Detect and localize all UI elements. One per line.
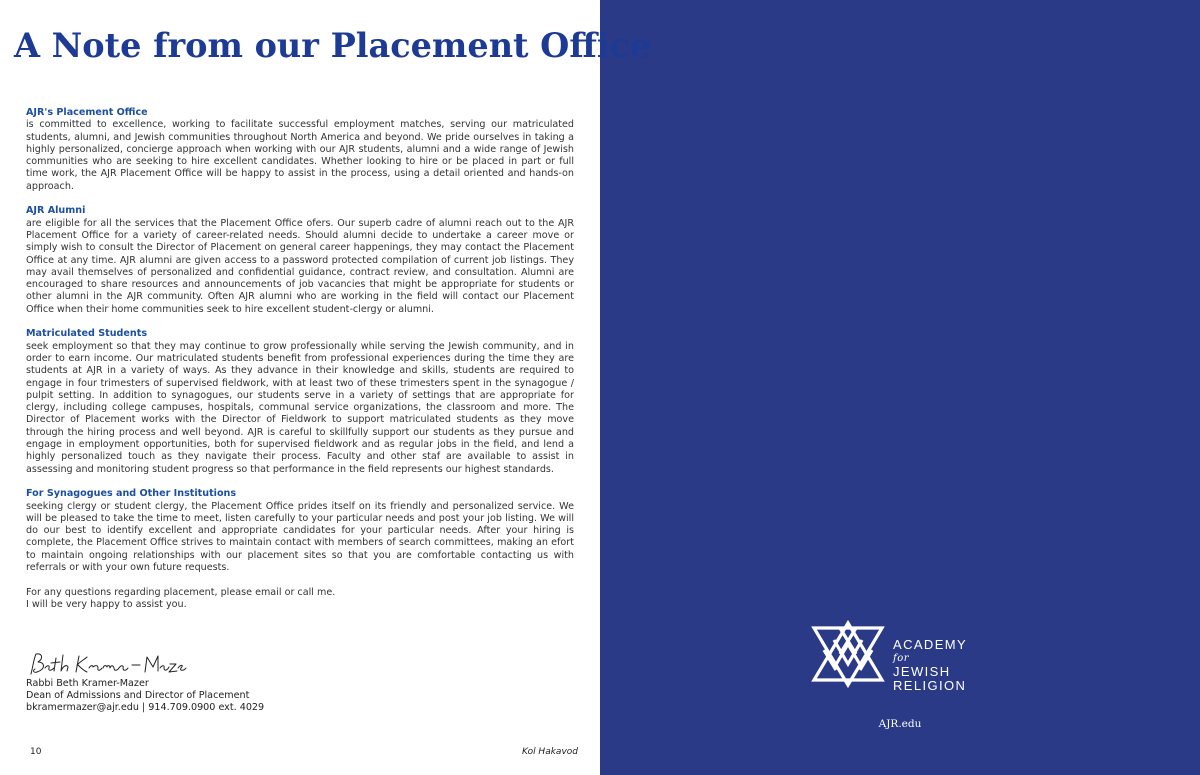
section-students bbox=[26, 328, 574, 476]
article-body bbox=[26, 107, 574, 611]
logo-line-religion: RELIGION bbox=[893, 677, 967, 693]
section-body: are eligible for all the services that the Placement Office ofers. Our superb cadre of alumni reach out to the AJR Placement Office for a variety of career-related needs. Should alumni decide to undertake a career move or simply wish to consult the Director of Placement on general career happenings, they may contact the Placement Office at any time. AJR alumni are given access to a password protected compilation of current job listings. They may avail themselves of personalized and confidential guidance, contract review, and consultation. Alumni are encouraged to share resources and announcements of job vacancies that might be appropriate for students or other alumni in the AJR community. Often AJR alumni who are working in the field will contact our Placement Office when their home communities seek to hire excellent student-clergy or alumni. bbox=[26, 217, 574, 315]
logo-jewish-word: JEWISH bbox=[893, 664, 951, 680]
section-alumni bbox=[26, 205, 574, 316]
section-heading: Matriculated Students bbox=[26, 328, 148, 340]
signer-contact: bkramermazer@ajr.edu | 914.709.0900 ext. 4029 bbox=[26, 702, 265, 714]
logo-line-academy: ACADEMY bbox=[893, 637, 968, 652]
signer-name: Rabbi Beth Kramer-Mazer bbox=[26, 678, 149, 689]
closing-note bbox=[26, 587, 574, 612]
page-title: A Note from our Placement Office bbox=[14, 26, 652, 65]
section-body: seek employment so that they may continue to grow professionally while serving the Jewish community, and in order to earn income. Our matriculated students benefit from professional experiences during the time they are students at AJR in a variety of ways. As they advance in their knowledge and skills, students are required to engage in four trimesters of supervised fieldwork, with at least two of these trimesters spent in the synagogue / pulpit setting. In addition to synagogues, our students serve in a variety of settings that are appropriate for clergy, including college campuses, hospitals, communal service organizations, the classroom and more. The Director of Placement works with the Director of Fieldwork to support matriculated students as they move through the hiring process and well beyond. AJR is careful to skillfully support our students as they pursue and engage in employment opportunities, both for supervised fieldwork and as regular jobs in the field, and lend a highly personalized touch as they navigate their process. Faculty and other staf are available to assist in assessing and monitoring student progress so that performance in the field represents our highest standards. bbox=[26, 340, 574, 475]
publication-name: Kol Hakavod bbox=[521, 747, 578, 757]
handwritten-signature bbox=[27, 650, 187, 678]
section-body: seeking clergy or student clergy, the Placement Office prides itself on its friendly and personalized service. We will be pleased to take the time to meet, listen carefully to your particular needs and post your job listing. We will do our best to identify excellent and appropriate candidates for your particular needs. After your hiring is complete, the Placement Office strives to maintain contact with members of search committees, making an efort to maintain ongoing relationships with our placement sites so that you are comfortable contacting us with referrals or with your own future requests. bbox=[26, 500, 574, 573]
section-placement-office bbox=[26, 107, 574, 193]
section-heading: AJR Alumni bbox=[26, 205, 86, 217]
star-of-david-logo-icon bbox=[810, 620, 886, 688]
section-heading: AJR's Placement Office bbox=[26, 107, 148, 118]
signer-role: Dean of Admissions and Director of Placement bbox=[26, 690, 250, 702]
logo-wordmark bbox=[893, 638, 967, 692]
signature-block bbox=[26, 678, 264, 715]
section-synagogues bbox=[26, 488, 574, 574]
logo-for: for bbox=[893, 652, 910, 664]
closing-line: I will be very happy to assist you. bbox=[26, 598, 187, 610]
logo-line-jewish bbox=[893, 652, 967, 679]
section-body: is committed to excellence, working to facilitate successful employment matches, serving our matriculated students, alumni, and Jewish communities throughout North America and beyond. We pride ourselves in taking a highly personalized, concierge approach when working with our AJR students, alumni and a wide range of Jewish communities who are seeking to hire excellent candidates. Whether looking to hire or be placed in part or full time work, the AJR Placement Office will be happy to assist in the process, using a detail oriented and hands-on approach. bbox=[26, 119, 574, 192]
website-url[interactable]: AJR.edu bbox=[878, 718, 922, 730]
section-heading: For Synagogues and Other Institutions bbox=[26, 488, 237, 500]
page-number: 10 bbox=[30, 747, 42, 757]
closing-line: For any questions regarding placement, please email or call me. bbox=[26, 586, 336, 598]
